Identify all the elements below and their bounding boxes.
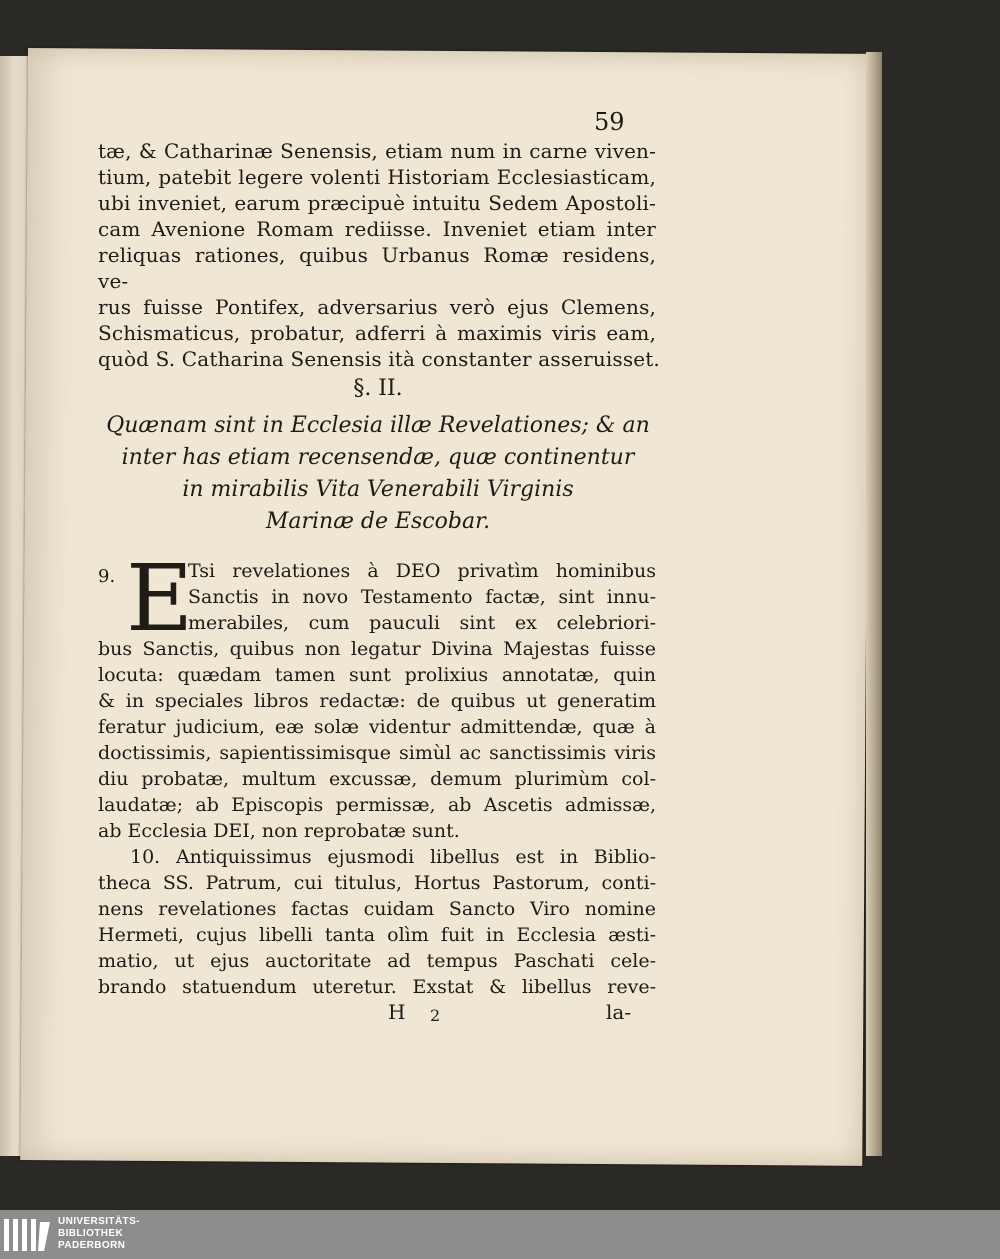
- text-line: & in speciales libros redactæ: de quibus ut generatim: [98, 690, 656, 712]
- signature-number: 2: [430, 1006, 441, 1025]
- text-line: matio, ut ejus auctoritate ad tempus Paschati cele-: [98, 950, 656, 972]
- text-line: Sanctis in novo Testamento factæ, sint innu-: [188, 586, 656, 608]
- section-title: [96, 410, 660, 538]
- text-line: feratur judicium, eæ solæ videntur admittendæ, quæ à: [98, 716, 656, 738]
- text-line: ab Ecclesia DEI, non reprobatæ sunt.: [98, 820, 460, 842]
- title-line: in mirabilis Vita Venerabili Virginis: [182, 477, 574, 502]
- catchword: la-: [606, 1000, 632, 1024]
- text-line: laudatæ; ab Episcopis permissæ, ab Ascetis admissæ,: [98, 794, 656, 816]
- text-line: locuta: quædam tamen sunt prolixius annotatæ, quin: [98, 664, 656, 686]
- drop-cap: E: [126, 545, 194, 652]
- library-name: UNIVERSITÄTS- BIBLIOTHEK PADERBORN: [58, 1216, 140, 1251]
- text-line: Tsi revelationes à DEO privatìm hominibus: [188, 560, 656, 582]
- library-logo-icon: [4, 1216, 50, 1254]
- paragraph-number: 9.: [98, 566, 116, 587]
- page-number: 59: [594, 108, 625, 136]
- page-stack-edge: [866, 52, 882, 1156]
- top-paragraph: [98, 138, 660, 372]
- paragraph-9: [98, 545, 656, 1000]
- text-line: nens revelationes factas cuidam Sancto Viro nomine: [98, 898, 656, 920]
- text-line: diu probatæ, multum excussæ, demum plurimùm col-: [98, 768, 656, 790]
- text-line: reliquas rationes, quibus Urbanus Romæ residens, ve-: [98, 243, 656, 293]
- text-line: quòd S. Catharina Senensis ità constanter asseruisset.: [98, 347, 660, 371]
- library-footer-bar: [0, 1210, 1000, 1259]
- text-line: tium, patebit legere volenti Historiam Ecclesiasticam,: [98, 165, 656, 189]
- text-line: rus fuisse Pontifex, adversarius verò ejus Clemens,: [98, 295, 656, 319]
- text-line: Schismaticus, probatur, adferri à maximis viris eam,: [98, 321, 656, 345]
- text-line: theca SS. Patrum, cui titulus, Hortus Pastorum, conti-: [98, 872, 656, 894]
- text-line: merabiles, cum pauculi sint ex celebriori-: [188, 612, 656, 634]
- text-line: cam Avenione Romam rediisse. Inveniet etiam inter: [98, 217, 656, 241]
- text-line: 10. Antiquissimus ejusmodi libellus est in Biblio-: [130, 846, 656, 868]
- section-heading: §. II.: [353, 376, 403, 401]
- text-line: brando statuendum uteretur. Exstat & libellus reve-: [98, 976, 656, 998]
- text-line: ubi inveniet, earum præcipuè intuitu Sedem Apostoli-: [98, 191, 656, 215]
- title-line: Marinæ de Escobar.: [265, 509, 491, 534]
- text-line: tæ, & Catharinæ Senensis, etiam num in carne viven-: [98, 139, 656, 163]
- text-line: bus Sanctis, quibus non legatur Divina Majestas fuisse: [98, 638, 656, 660]
- text-line: Hermeti, cujus libelli tanta olìm fuit in Ecclesia æsti-: [98, 924, 656, 946]
- title-line: Quænam sint in Ecclesia illæ Revelationes; & an: [106, 413, 650, 438]
- text-line: doctissimis, sapientissimisque simùl ac sanctissimis viris: [98, 742, 656, 764]
- signature-mark: H: [388, 1000, 406, 1024]
- title-line: inter has etiam recensendæ, quæ continentur: [121, 445, 635, 470]
